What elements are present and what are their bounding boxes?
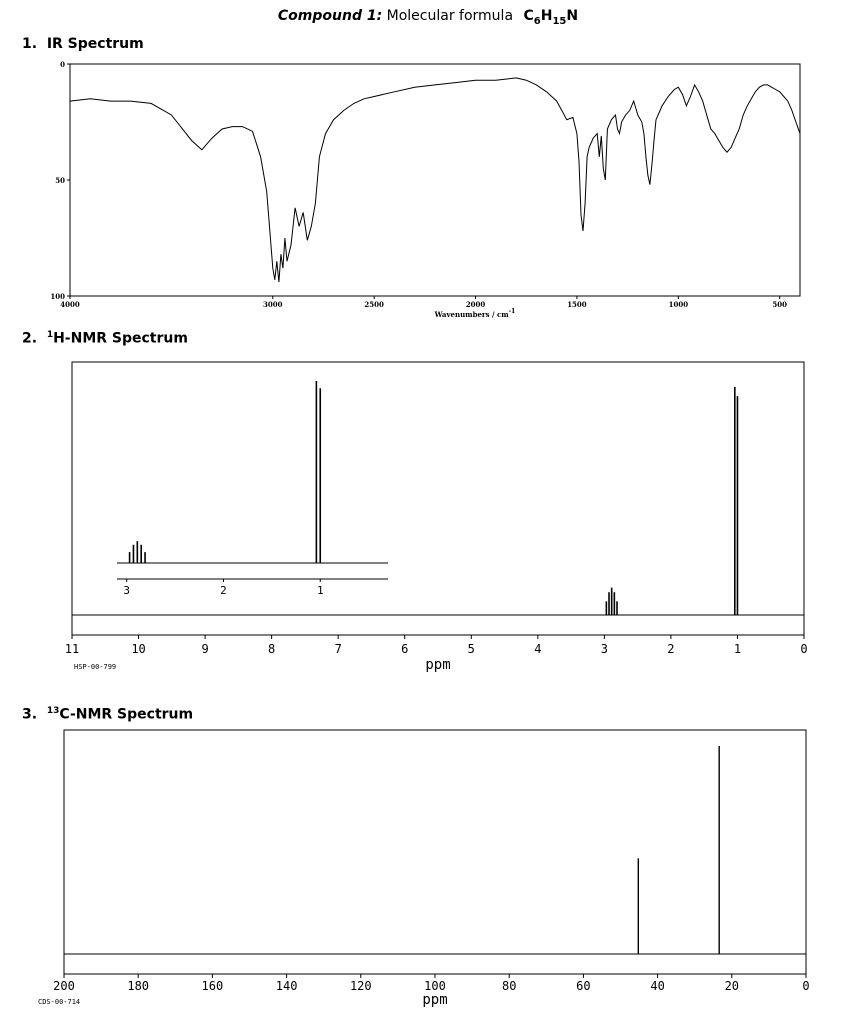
- ir-x-tick-label: 1500: [567, 300, 587, 309]
- hnmr-x-axis-label: ppm: [425, 657, 451, 673]
- cnmr-plot-frame: [64, 730, 806, 974]
- cnmr-x-tick-label: 60: [576, 979, 591, 993]
- hnmr-inset-tick-label: 2: [220, 584, 227, 597]
- hnmr-inset-tick-label: 3: [123, 584, 130, 597]
- cnmr-x-tick-label: 20: [724, 979, 740, 993]
- cnmr-spectrum-chart: [0, 722, 856, 1022]
- cnmr-x-tick-label: 80: [501, 979, 517, 993]
- cnmr-spectrum-code: CDS-00-714: [38, 998, 81, 1006]
- compound-label: Compound 1:: [277, 8, 383, 24]
- hnmr-spectrum-code: HSP-00-799: [74, 663, 117, 671]
- hnmr-plot-frame: [72, 362, 804, 635]
- hnmr-x-tick-label: 1: [733, 642, 742, 656]
- ir-x-tick-label: 500: [772, 300, 788, 309]
- hnmr-x-tick-label: 6: [401, 642, 409, 656]
- cnmr-x-tick-label: 120: [349, 979, 372, 993]
- ir-x-tick-label: 2500: [364, 300, 384, 309]
- ir-x-tick-label: 3000: [263, 300, 283, 309]
- cnmr-x-tick-label: 160: [201, 979, 224, 993]
- ir-heading: 1. IR Spectrum: [22, 36, 144, 52]
- ir-transmittance-line: [70, 78, 800, 282]
- hnmr-inset-tick-label: 1: [316, 584, 324, 597]
- page-title: [0, 8, 856, 27]
- cnmr-x-tick-label: 180: [127, 979, 150, 993]
- hnmr-x-tick-label: 0: [800, 642, 808, 656]
- cnmr-x-tick-label: 40: [650, 979, 665, 993]
- ir-spectrum-chart: [0, 40, 856, 340]
- cnmr-x-tick-label: 140: [275, 979, 298, 993]
- cnmr-x-tick-label: 0: [802, 979, 810, 993]
- cnmr-x-tick-label: 100: [424, 979, 446, 993]
- ir-y-tick-label: 100: [50, 292, 65, 301]
- ir-x-tick-label: 1000: [668, 300, 689, 309]
- hnmr-x-tick-label: 2: [667, 642, 675, 656]
- cnmr-heading: 3. $^{13}$C-NMR Spectrum: [22, 706, 194, 723]
- hnmr-x-tick-label: 4: [534, 642, 542, 656]
- hnmr-x-tick-label: 8: [268, 642, 276, 656]
- ir-x-tick-label: 2000: [465, 300, 486, 309]
- hnmr-x-tick-label: 5: [467, 642, 475, 656]
- hnmr-x-tick-label: 7: [334, 642, 342, 656]
- ir-x-tick-label: 4000: [60, 300, 80, 309]
- molecular-formula-label: Molecular formula: [386, 8, 514, 24]
- cnmr-x-axis-label: ppm: [422, 992, 448, 1008]
- ir-y-tick-label: 50: [55, 176, 65, 185]
- hnmr-x-tick-label: 3: [600, 642, 608, 656]
- molecular-formula: $C_6H_{15}N$: [523, 8, 579, 27]
- hnmr-spectrum-chart: [0, 345, 856, 705]
- hnmr-x-tick-label: 9: [201, 642, 209, 656]
- hnmr-x-tick-label: 11: [64, 642, 80, 656]
- ir-plot-frame: [70, 64, 800, 296]
- ir-x-axis-label: Wavenumbers / cm-1: [434, 308, 516, 319]
- cnmr-x-tick-label: 200: [53, 979, 75, 993]
- hnmr-x-tick-label: 10: [131, 642, 146, 656]
- hnmr-heading: 2. $^1$H-NMR Spectrum: [22, 330, 188, 347]
- ir-y-tick-label: 0: [60, 60, 65, 69]
